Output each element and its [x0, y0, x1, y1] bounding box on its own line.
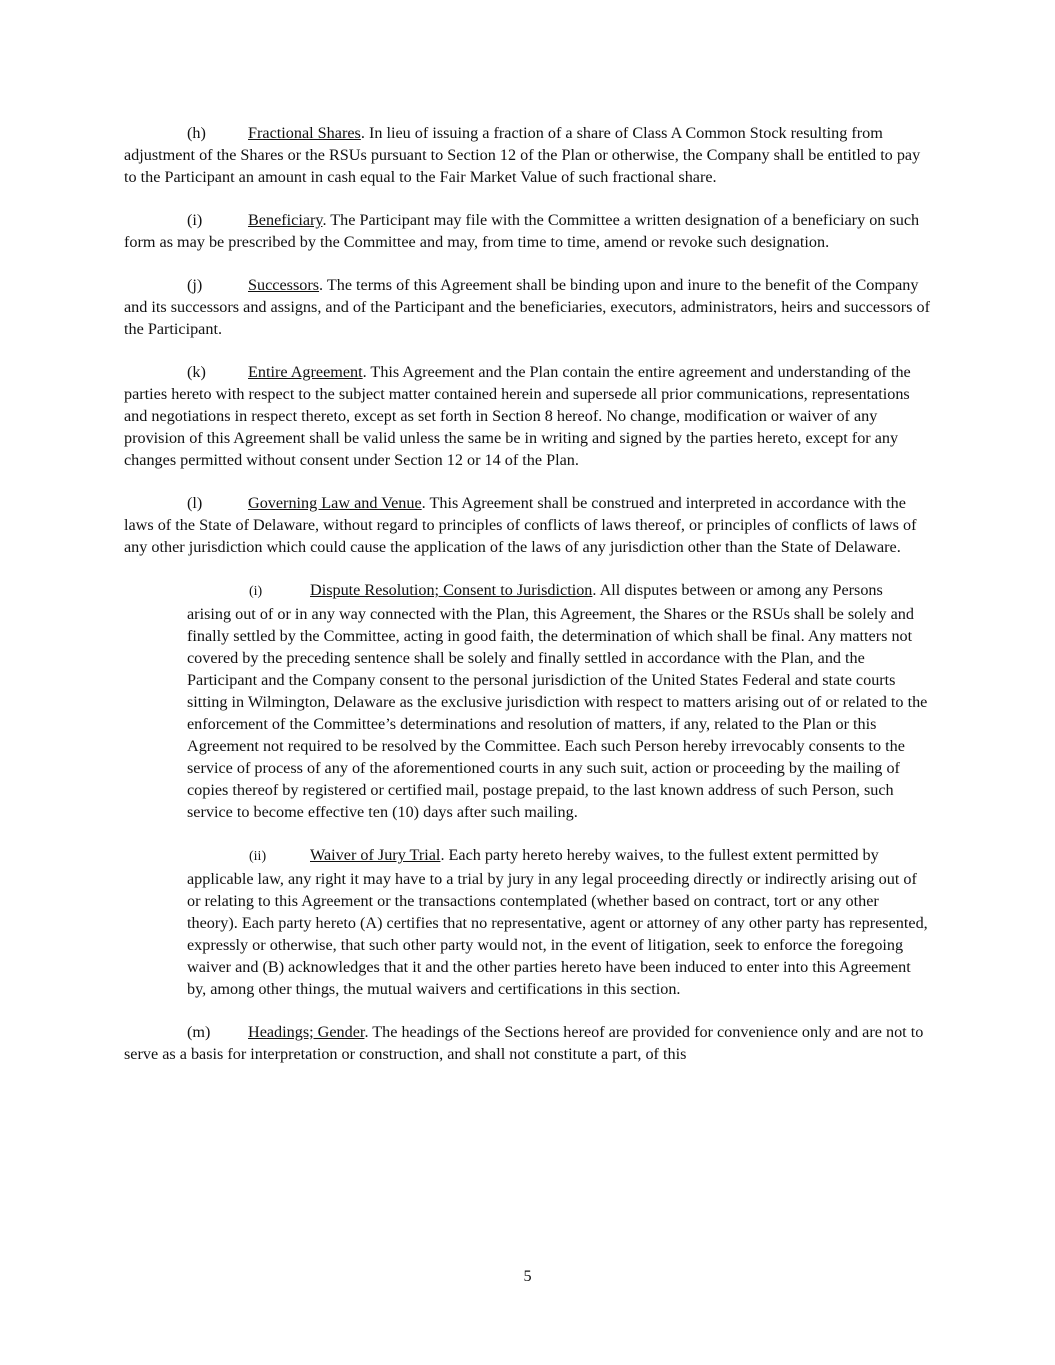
section-marker: (l) — [187, 494, 203, 512]
section-l — [124, 492, 930, 558]
section-body: . This Agreement and the Plan contain the entire agreement and understanding of the parties hereto with respect to the subject matter contained herein and supersede all prior communications, representations and negotiations in respect thereto, except as set forth in Section 8 hereof. No change, modification or waiver of any provision of this Agreement shall be valid unless the same be in writing and signed by the parties hereto, except for any changes permitted without consent under Section 12 or 14 of the Plan. — [124, 363, 911, 469]
section-heading: Successors — [248, 276, 320, 294]
section-body: . In lieu of issuing a fraction of a share of Class A Common Stock resulting from adjustment of the Shares or the RSUs pursuant to Section 12 of the Plan or otherwise, the Company shall be entitled to pay to the Participant an amount in cash equal to the Fair Market Value of such fractional share. — [124, 124, 921, 186]
section-heading: Governing Law and Venue — [248, 494, 422, 512]
section-marker: (i) — [187, 211, 203, 229]
subsection-body: . All disputes between or among any Persons arising out of or in any way connected with the Plan, this Agreement, the Shares or the RSUs shall be solely and finally settled by the Committee, acting in good faith, the determination of which shall be final. Any matters not covered by the preceding sentence shall be solely and finally settled in accordance with the Plan, and the Participant and the Company consent to the personal jurisdiction of the United States Federal and state courts sitting in Wilmington, Delaware as the exclusive jurisdiction with respect to matters arising out of or related to the enforcement of the Committee’s determinations and resolution of matters, if any, related to the Plan or this Agreement not required to be resolved by the Committee. Each such Person hereby irrevocably consents to the service of process of any of the aforementioned courts in any such suit, action or proceeding by the mailing of copies thereof by registered or certified mail, postage prepaid, to the last known address of such Person, such service to become effective ten (10) days after such mailing. — [187, 581, 928, 821]
section-heading: Entire Agreement — [248, 363, 363, 381]
section-m — [124, 1021, 930, 1065]
subsection-marker: (ii) — [249, 849, 267, 864]
section-marker: (j) — [187, 276, 203, 294]
section-heading: Fractional Shares — [248, 124, 361, 142]
section-marker: (m) — [187, 1023, 211, 1041]
section-body: . The headings of the Sections hereof are provided for convenience only and are not to serve as a basis for interpretation or construction, and shall not constitute a part, of this — [124, 1023, 924, 1063]
section-body: . The Participant may file with the Committee a written designation of a beneficiary on such form as may be prescribed by the Committee and may, from time to time, amend or revoke such designation. — [124, 211, 920, 251]
section-heading: Beneficiary — [248, 211, 323, 229]
section-body: . The terms of this Agreement shall be binding upon and inure to the benefit of the Company and its successors and assigns, and of the Participant and the beneficiaries, executors, administrators, heirs and successors of the Participant. — [124, 276, 930, 338]
subsection-marker: (i) — [249, 584, 263, 599]
section-body: . This Agreement shall be construed and interpreted in accordance with the laws of the State of Delaware, without regard to principles of conflicts of laws thereof, or principles of conflicts of laws of any other jurisdiction which could cause the application of the laws of any jurisdiction other than the State of Delaware. — [124, 494, 917, 556]
subsection-l-i — [187, 579, 930, 823]
subsection-l-ii — [187, 844, 930, 1000]
subsection-body: . Each party hereto hereby waives, to the fullest extent permitted by applicable law, any right it may have to a trial by jury in any legal proceeding directly or indirectly arising out of or relating to this Agreement or the transactions contemplated (whether based on contract, tort or any other theory). Each party hereto (A) certifies that no representative, agent or attorney of any other party has represented, expressly or otherwise, that such other party would not, in the event of litigation, seek to enforce the foregoing waiver and (B) acknowledges that it and the other parties hereto have been induced to enter into this Agreement by, among other things, the mutual waivers and certifications in this section. — [187, 846, 928, 998]
section-heading: Headings; Gender — [248, 1023, 365, 1041]
section-marker: (h) — [187, 124, 206, 142]
document-page — [124, 122, 930, 1086]
section-k — [124, 361, 930, 471]
section-marker: (k) — [187, 363, 206, 381]
section-j — [124, 274, 930, 340]
section-i — [124, 209, 930, 253]
subsection-heading: Dispute Resolution; Consent to Jurisdiction — [310, 581, 593, 599]
page-number: 5 — [523, 1267, 532, 1285]
section-h — [124, 122, 930, 188]
subsection-heading: Waiver of Jury Trial — [310, 846, 441, 864]
